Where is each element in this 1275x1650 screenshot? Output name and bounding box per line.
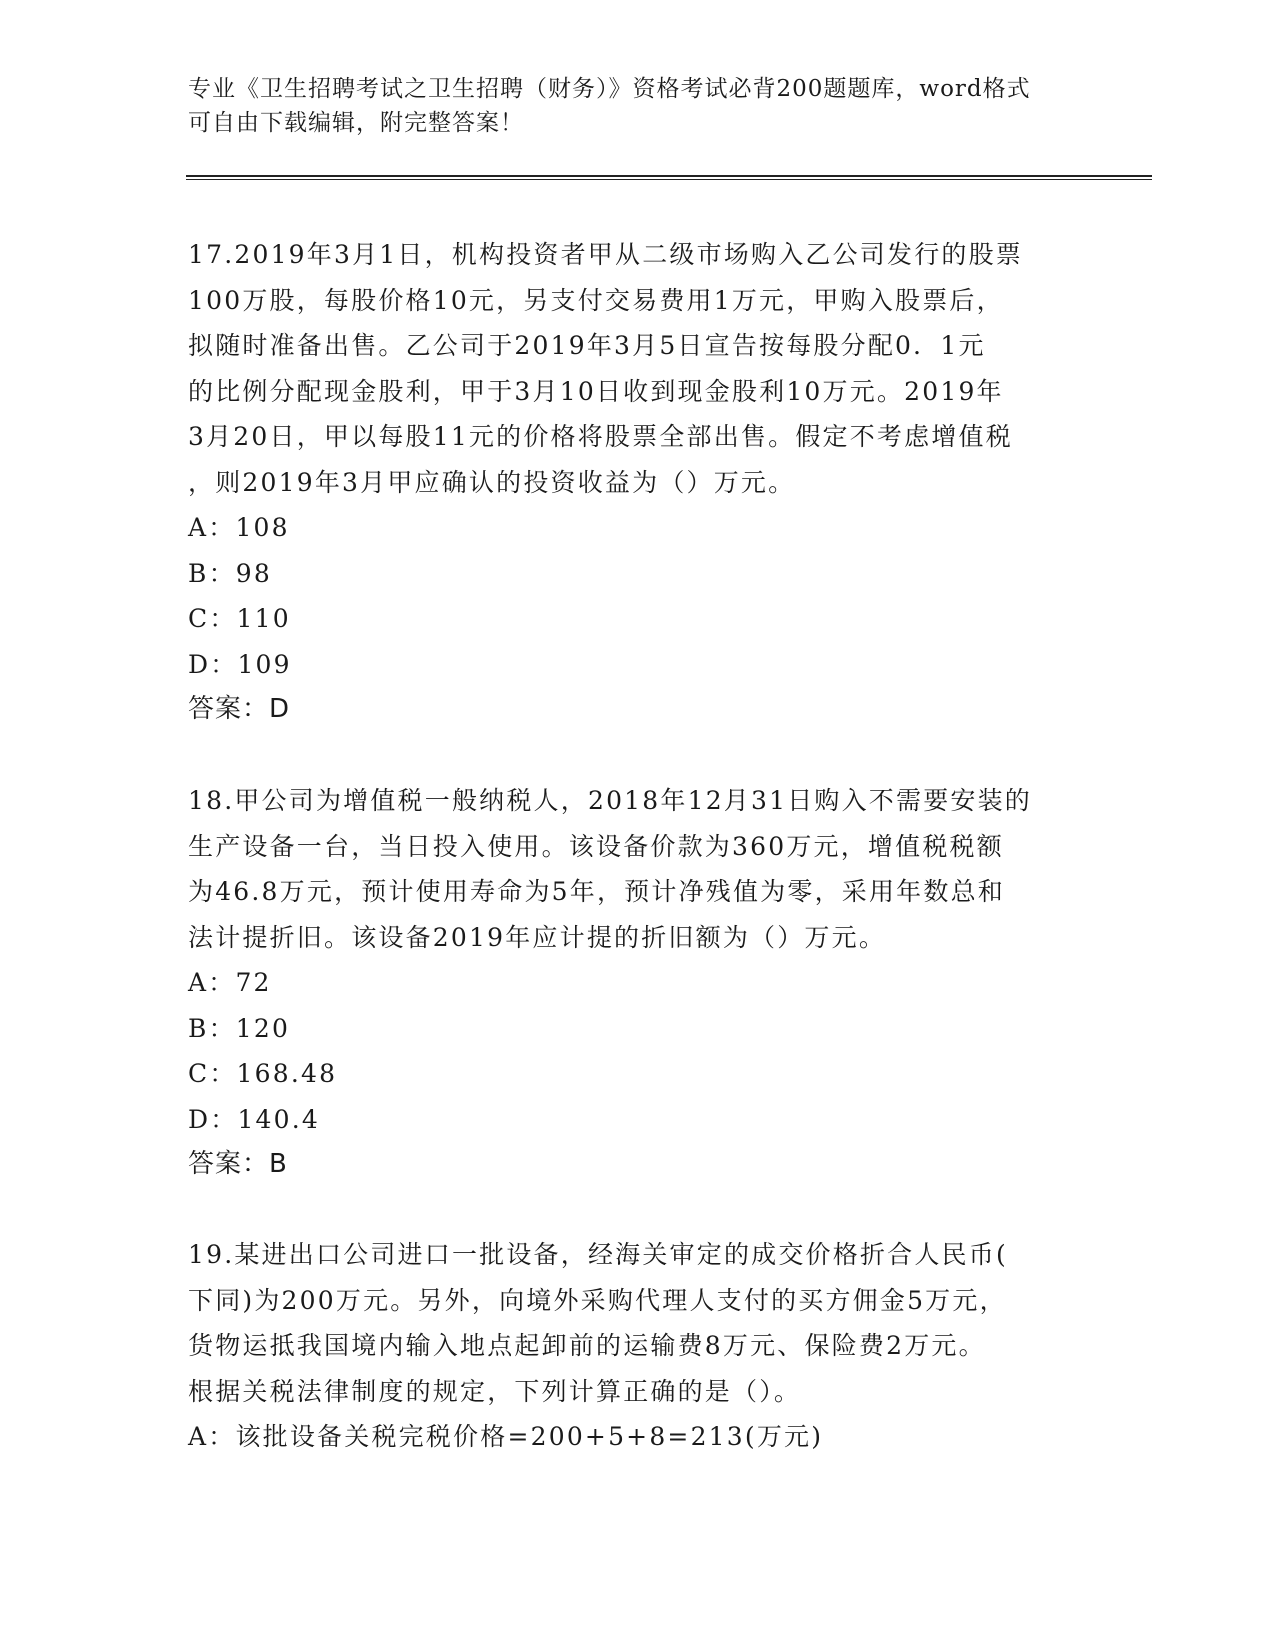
- stem-line: 根据关税法律制度的规定，下列计算正确的是（）。: [188, 1376, 802, 1406]
- stem-line: 18.甲公司为增值税一般纳税人，2018年12月31日购入不需要安装的: [188, 786, 1033, 815]
- stem-line: 17.2019年3月1日，机构投资者甲从二级市场购入乙公司发行的股票: [188, 240, 1023, 269]
- answer: 答案：D: [188, 694, 291, 724]
- stem-line: 法计提折旧。该设备2019年应计提的折旧额为（）万元。: [188, 922, 887, 952]
- stem-line: 下同)为200万元。另外，向境外采购代理人支付的买方佣金5万元，: [188, 1285, 1007, 1315]
- stem-line: ，则2019年3月甲应确认的投资收益为（）万元。: [188, 467, 796, 497]
- stem-line: 拟随时准备出售。乙公司于2019年3月5日宣告按每股分配0．1元: [188, 331, 986, 360]
- stem-line: 生产设备一台，当日投入使用。该设备价款为360万元，增值税税额: [188, 831, 1004, 861]
- header-line-1: 专业《卫生招聘考试之卫生招聘（财务）》资格考试必背200题题库，word格式: [188, 76, 1031, 102]
- option-b: B：120: [188, 1013, 291, 1043]
- option-d: D：109: [188, 649, 292, 679]
- stem-line: 19.某进出口公司进口一批设备，经海关审定的成交价格折合人民币(: [188, 1240, 1008, 1269]
- question-18: [188, 778, 1078, 1188]
- option-a: A：108: [188, 513, 290, 542]
- option-d: D：140.4: [188, 1104, 321, 1134]
- question-stem: [188, 778, 1078, 960]
- question-stem: [188, 1232, 1078, 1414]
- option-a: A：72: [188, 968, 272, 997]
- stem-line: 为46.8万元，预计使用寿命为5年，预计净残值为零，采用年数总和: [188, 877, 1005, 906]
- option-c: C：168.48: [188, 1059, 338, 1088]
- option-a: A：该批设备关税完税价格=200+5+8=213(万元): [188, 1422, 824, 1451]
- question-stem: [188, 232, 1078, 505]
- option-c: C：110: [188, 604, 291, 633]
- document-header: [188, 72, 1088, 140]
- stem-line: 3月20日，甲以每股11元的价格将股票全部出售。假定不考虑增值税: [188, 422, 1013, 451]
- header-line-2: 可自由下载编辑，附完整答案！: [188, 110, 524, 136]
- option-b: B：98: [188, 558, 272, 588]
- question-17: [188, 232, 1078, 733]
- header-divider: [186, 175, 1152, 180]
- question-19: [188, 1232, 1078, 1460]
- answer: 答案：B: [188, 1149, 288, 1179]
- stem-line: 的比例分配现金股利，甲于3月10日收到现金股利10万元。2019年: [188, 376, 1004, 406]
- stem-line: 货物运抵我国境内输入地点起卸前的运输费8万元、保险费2万元。: [188, 1331, 986, 1360]
- stem-line: 100万股，每股价格10元，另支付交易费用1万元，甲购入股票后，: [188, 285, 1004, 315]
